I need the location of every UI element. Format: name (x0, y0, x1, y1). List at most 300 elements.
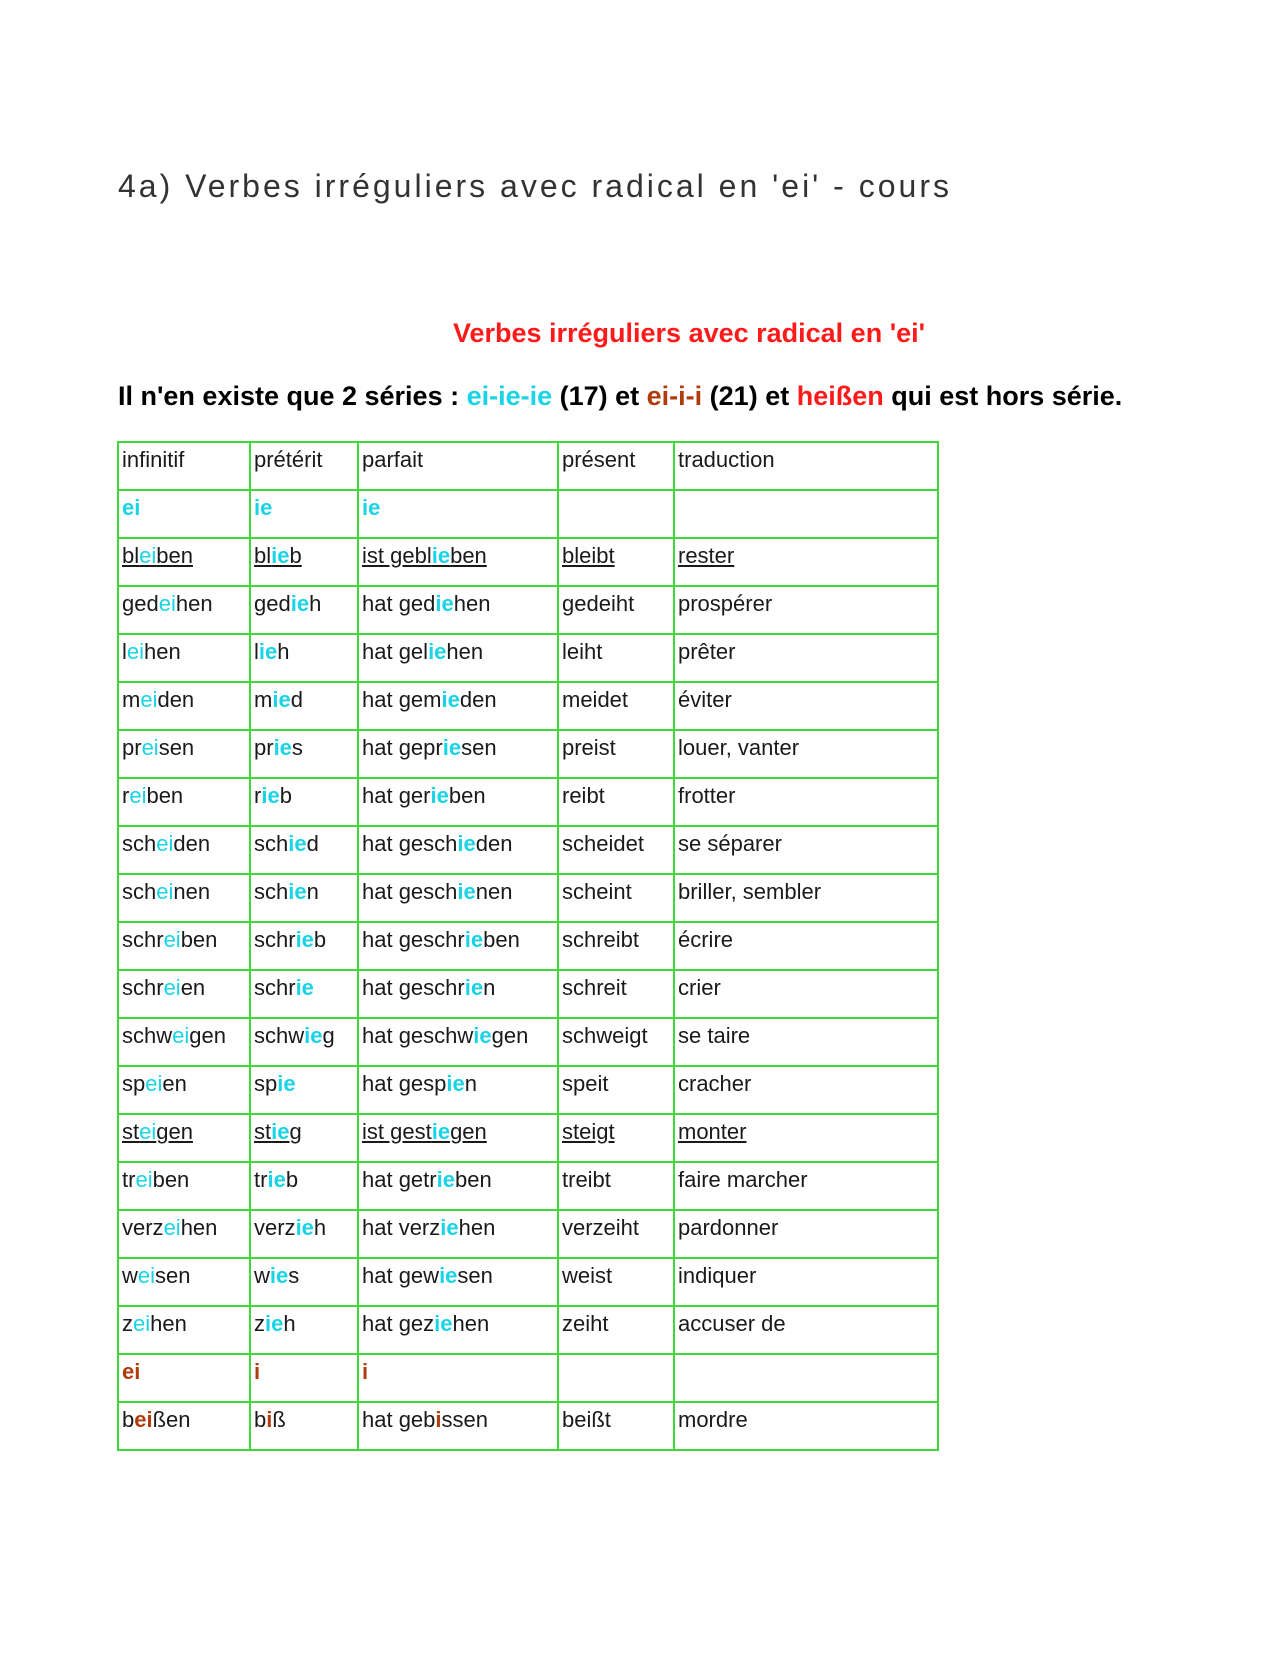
text-part: hen (175, 591, 213, 616)
text-part: hat verz (362, 1215, 441, 1240)
text-part: schw (122, 1023, 173, 1048)
cell-text (678, 1407, 748, 1432)
text-part: ben (483, 927, 520, 952)
cell-infinitif (118, 1162, 250, 1210)
cell-text (122, 1071, 187, 1096)
cell-infinitif (118, 826, 250, 874)
text-part: speit (562, 1071, 609, 1096)
text-part: hen (453, 591, 491, 616)
text-part: schr (122, 975, 164, 1000)
vowel-highlight: ie (265, 1311, 284, 1336)
text-part: steigt (562, 1119, 615, 1144)
vowel-highlight: i (435, 1407, 442, 1432)
cell-text (122, 735, 194, 760)
text-part: z (122, 1311, 133, 1336)
text-part: hen (144, 639, 181, 664)
cell-traduction (674, 1354, 938, 1402)
text-part: verz (122, 1215, 164, 1240)
text-part: briller, sembler (678, 879, 822, 904)
text-part: sch (122, 831, 157, 856)
text-part: hat gepr (362, 735, 443, 760)
vowel-highlight: ei (163, 975, 181, 1000)
cell-text (254, 975, 314, 1000)
vowel-highlight: ie (473, 1023, 492, 1048)
vowel-highlight: ei (156, 879, 174, 904)
vowel-pattern-row (118, 1354, 938, 1402)
vowel-highlight: ei (135, 1167, 153, 1192)
cell-traduction (674, 1114, 938, 1162)
vowel-highlight: ie (428, 639, 447, 664)
cell-preterit (250, 1402, 358, 1450)
cell-present (558, 778, 674, 826)
cell-text (562, 783, 605, 808)
cell-infinitif (118, 1114, 250, 1162)
cell-text (562, 1263, 612, 1288)
cell-text (122, 975, 205, 1000)
vowel-highlight: ie (271, 1119, 290, 1144)
vowel-highlight: ei (141, 735, 159, 760)
text-part: sp (254, 1071, 278, 1096)
cell-parfait (358, 1114, 558, 1162)
cell-present (558, 1210, 674, 1258)
cell-present (558, 634, 674, 682)
cell-present (558, 1402, 674, 1450)
text-part: b (313, 927, 327, 952)
cell-parfait (358, 1162, 558, 1210)
vowel-highlight: ei (122, 495, 141, 520)
vowel-highlight: ie (436, 1167, 455, 1192)
cell-text (362, 927, 520, 952)
text-part: g (322, 1023, 335, 1048)
cell-parfait (358, 1066, 558, 1114)
vowel-highlight: ie (290, 591, 310, 616)
cell-text (254, 543, 302, 568)
cell-traduction (674, 1066, 938, 1114)
text-part: ßen (152, 1407, 191, 1432)
cell-parfait (358, 682, 558, 730)
text-part: m (122, 687, 141, 712)
text-part: r (254, 783, 262, 808)
text-part: gen (189, 1023, 226, 1048)
cell-text (562, 927, 639, 952)
cell-parfait (358, 634, 558, 682)
cell-present (558, 970, 674, 1018)
cell-parfait (358, 778, 558, 826)
text-part: scheint (562, 879, 632, 904)
cell-parfait (358, 490, 558, 538)
text-part: hen (452, 1311, 490, 1336)
exception-verb: heißen (796, 381, 884, 411)
text-part: st (122, 1119, 140, 1144)
text-part: pr (254, 735, 274, 760)
text-part: hen (180, 1215, 218, 1240)
cell-parfait (358, 1210, 558, 1258)
cell-infinitif (118, 490, 250, 538)
text-part: crier (678, 975, 721, 1000)
cell-text (254, 591, 321, 616)
cell-present (558, 1258, 674, 1306)
text-part: hat geschw (362, 1023, 474, 1048)
cell-text (122, 1407, 191, 1432)
text-part: ben (146, 783, 184, 808)
vowel-highlight: ie (304, 1023, 323, 1048)
cell-text (678, 783, 735, 808)
cell-text (678, 1215, 778, 1240)
cell-preterit (250, 1066, 358, 1114)
vowel-highlight: ie (441, 687, 460, 712)
vowel-highlight: ei (126, 639, 145, 664)
text-part: schreit (562, 975, 627, 1000)
text-part: d (306, 831, 319, 856)
vowel-highlight: ei (129, 783, 147, 808)
cell-infinitif (118, 1354, 250, 1402)
vowel-highlight: ie (295, 1215, 314, 1240)
cell-text (678, 1023, 750, 1048)
text-part: nen (173, 879, 211, 904)
vowel-highlight: i (254, 1359, 261, 1384)
cell-text (678, 591, 772, 616)
cell-text (362, 975, 495, 1000)
text-part: r (122, 783, 130, 808)
text-part: ben (454, 1167, 492, 1192)
cell-parfait (358, 922, 558, 970)
cell-text (562, 1167, 611, 1192)
table-row (118, 1210, 938, 1258)
text-part: hat gesch (362, 831, 458, 856)
cell-preterit (250, 634, 358, 682)
vowel-highlight: ie (271, 543, 290, 568)
table-row (118, 874, 938, 922)
cell-preterit (250, 1258, 358, 1306)
text-part: den (157, 687, 195, 712)
text-part: schweigt (562, 1023, 648, 1048)
cell-text (122, 687, 194, 712)
intro-sentence (118, 381, 1122, 412)
cell-present (558, 682, 674, 730)
cell-text (122, 495, 140, 520)
table-row (118, 1402, 938, 1450)
cell-preterit (250, 538, 358, 586)
cell-text (122, 1023, 226, 1048)
text-part: prospérer (678, 591, 773, 616)
cell-text (678, 1167, 808, 1192)
cell-text (362, 687, 497, 712)
intro-after: qui est hors série. (883, 381, 1123, 411)
text-part: schr (122, 927, 164, 952)
cell-text (678, 879, 821, 904)
text-part: hen (446, 639, 484, 664)
cell-preterit (250, 826, 358, 874)
text-part: pardonner (678, 1215, 779, 1240)
text-part: pr (122, 735, 142, 760)
text-part: hat gez (362, 1311, 435, 1336)
cell-infinitif (118, 634, 250, 682)
cell-text (122, 1359, 140, 1384)
cell-infinitif (118, 874, 250, 922)
header-present: présent (558, 442, 674, 490)
cell-text (122, 1167, 189, 1192)
vowel-highlight: ie (442, 735, 462, 760)
vowel-highlight: ie (435, 591, 454, 616)
table-row (118, 1114, 938, 1162)
text-part: bl (254, 543, 272, 568)
cell-parfait (358, 1402, 558, 1450)
cell-traduction (674, 874, 938, 922)
text-part: écrire (678, 927, 734, 952)
cell-text (562, 1023, 648, 1048)
text-part: beißt (562, 1407, 611, 1432)
cell-preterit (250, 1018, 358, 1066)
table-row (118, 1018, 938, 1066)
cell-text (254, 831, 319, 856)
text-part: sch (254, 879, 289, 904)
cell-text (254, 735, 303, 760)
vowel-highlight: ie (446, 1071, 465, 1096)
cell-text (562, 591, 634, 616)
vowel-highlight: ie (457, 879, 476, 904)
cell-text (362, 735, 497, 760)
text-part: zeiht (562, 1311, 609, 1336)
vowel-highlight: ie (464, 975, 484, 1000)
table-row (118, 778, 938, 826)
cell-text (362, 1119, 487, 1144)
cell-text (678, 687, 732, 712)
cell-present (558, 538, 674, 586)
cell-text (562, 639, 602, 664)
cell-preterit (250, 1210, 358, 1258)
text-part: ben (448, 783, 486, 808)
cell-parfait (358, 826, 558, 874)
cell-text (122, 1215, 217, 1240)
cell-text (362, 831, 512, 856)
header-infinitif: infinitif (118, 442, 250, 490)
text-part: hat ger (362, 783, 431, 808)
text-part: en (180, 975, 206, 1000)
cell-preterit (250, 1306, 358, 1354)
text-part: sen (457, 1263, 493, 1288)
text-part: s (291, 735, 303, 760)
cell-text (562, 1119, 615, 1144)
text-part: g (289, 1119, 302, 1144)
cell-text (362, 1359, 368, 1384)
vowel-highlight: ie (277, 1071, 296, 1096)
cell-text (254, 927, 326, 952)
cell-traduction (674, 586, 938, 634)
cell-text (254, 1359, 260, 1384)
text-part: ged (122, 591, 159, 616)
text-part: ged (254, 591, 291, 616)
text-part: d (290, 687, 303, 712)
text-part: monter (678, 1119, 747, 1144)
cell-traduction (674, 778, 938, 826)
vowel-highlight: ie (439, 1263, 458, 1288)
cell-preterit (250, 1114, 358, 1162)
cell-text (362, 1167, 492, 1192)
cell-present (558, 490, 674, 538)
text-part: bleibt (562, 543, 615, 568)
text-part: tr (254, 1167, 268, 1192)
cell-text (362, 1215, 495, 1240)
text-part: ben (450, 543, 487, 568)
text-part: éviter (678, 687, 732, 712)
cell-traduction (674, 730, 938, 778)
cell-text (122, 831, 210, 856)
cell-text (678, 1119, 746, 1144)
cell-text (562, 735, 616, 760)
cell-text (122, 591, 213, 616)
vowel-highlight: ei (163, 1215, 181, 1240)
vowel-highlight: ie (295, 975, 314, 1000)
vowel-highlight: i (266, 1407, 273, 1432)
table-row (118, 682, 938, 730)
text-part: l (254, 639, 259, 664)
cell-text (362, 1407, 488, 1432)
vowel-highlight: i (362, 1359, 369, 1384)
cell-text (122, 1119, 193, 1144)
vowel-highlight: ie (457, 831, 476, 856)
text-part: hat ged (362, 591, 436, 616)
text-part: cracher (678, 1071, 752, 1096)
vowel-highlight: ei (134, 1407, 153, 1432)
cell-present (558, 922, 674, 970)
cell-text (678, 543, 734, 568)
cell-parfait (358, 1306, 558, 1354)
vowel-highlight: ie (273, 735, 292, 760)
text-part: ben (152, 1167, 190, 1192)
cell-text (362, 1023, 528, 1048)
cell-traduction (674, 538, 938, 586)
cell-preterit (250, 682, 358, 730)
table-row (118, 730, 938, 778)
cell-text (562, 975, 627, 1000)
vowel-highlight: ie (431, 543, 451, 568)
table-row (118, 586, 938, 634)
vowel-highlight: ie (362, 495, 381, 520)
text-part: leiht (562, 639, 603, 664)
vowel-highlight: ie (288, 831, 307, 856)
vowel-highlight: ei (137, 1263, 156, 1288)
vowel-highlight: ei (158, 591, 176, 616)
text-part: ssen (441, 1407, 489, 1432)
cell-infinitif (118, 1402, 250, 1450)
table-row (118, 922, 938, 970)
text-part: n (483, 975, 496, 1000)
cell-text (122, 639, 181, 664)
table-row (118, 826, 938, 874)
cell-text (678, 1263, 756, 1288)
table-row (118, 1162, 938, 1210)
text-part: w (254, 1263, 270, 1288)
cell-infinitif (118, 538, 250, 586)
cell-traduction (674, 634, 938, 682)
text-part: se taire (678, 1023, 751, 1048)
cell-present (558, 1114, 674, 1162)
cell-text (362, 639, 483, 664)
text-part: weist (562, 1263, 613, 1288)
text-part: accuser de (678, 1311, 786, 1336)
cell-parfait (358, 970, 558, 1018)
text-part: ist gebl (362, 543, 432, 568)
cell-parfait (358, 538, 558, 586)
vowel-highlight: ie (288, 879, 307, 904)
cell-infinitif (118, 1018, 250, 1066)
cell-text (362, 591, 490, 616)
cell-text (362, 495, 380, 520)
text-part: h (313, 1215, 327, 1240)
vowel-highlight: ie (430, 783, 449, 808)
text-part: hat gel (362, 639, 429, 664)
cell-text (122, 927, 217, 952)
text-part: gen (450, 1119, 487, 1144)
vowel-highlight: ie (269, 1263, 289, 1288)
text-part: gedeiht (562, 591, 635, 616)
text-part: verz (254, 1215, 296, 1240)
cell-text (678, 927, 733, 952)
text-part: faire marcher (678, 1167, 808, 1192)
cell-text (362, 879, 512, 904)
cell-text (678, 639, 735, 664)
text-part: hat gesch (362, 879, 458, 904)
vowel-highlight: ie (267, 1167, 286, 1192)
cell-infinitif (118, 1066, 250, 1114)
cell-text (678, 975, 721, 1000)
cell-text (562, 879, 632, 904)
cell-traduction (674, 1018, 938, 1066)
table-row (118, 538, 938, 586)
text-part: hat geschr (362, 927, 465, 952)
text-part: verzeiht (562, 1215, 640, 1240)
text-part: schreibt (562, 927, 640, 952)
text-part: scheidet (562, 831, 644, 856)
cell-preterit (250, 1354, 358, 1402)
text-part: gen (491, 1023, 529, 1048)
cell-text (562, 1215, 639, 1240)
cell-present (558, 1018, 674, 1066)
cell-parfait (358, 586, 558, 634)
vowel-highlight: ei (122, 1359, 141, 1384)
document-title: Verbes irréguliers avec radical en 'ei' (452, 318, 926, 348)
text-part: sen (155, 1263, 191, 1288)
text-part: hen (458, 1215, 496, 1240)
cell-text (122, 1263, 191, 1288)
text-part: n (464, 1071, 478, 1096)
text-part: l (122, 639, 127, 664)
text-part: h (277, 639, 290, 664)
text-part: meidet (562, 687, 629, 712)
cell-preterit (250, 970, 358, 1018)
vowel-highlight: ei (140, 687, 158, 712)
cell-text (254, 639, 290, 664)
cell-text (254, 1407, 286, 1432)
table-row (118, 634, 938, 682)
text-part: tr (122, 1167, 136, 1192)
verb-table (117, 441, 939, 1451)
text-part: sen (158, 735, 195, 760)
cell-present (558, 874, 674, 922)
cell-text (254, 1311, 296, 1336)
header-preterit: prétérit (250, 442, 358, 490)
cell-text (122, 879, 210, 904)
vowel-highlight: ie (434, 1311, 453, 1336)
cell-traduction (674, 1306, 938, 1354)
text-part: h (309, 591, 322, 616)
intro-count-2: (21) et (702, 381, 797, 411)
text-part: gen (156, 1119, 193, 1144)
text-part: ben (156, 543, 193, 568)
cell-text (562, 831, 644, 856)
text-part: treibt (562, 1167, 611, 1192)
cell-text (362, 1263, 493, 1288)
